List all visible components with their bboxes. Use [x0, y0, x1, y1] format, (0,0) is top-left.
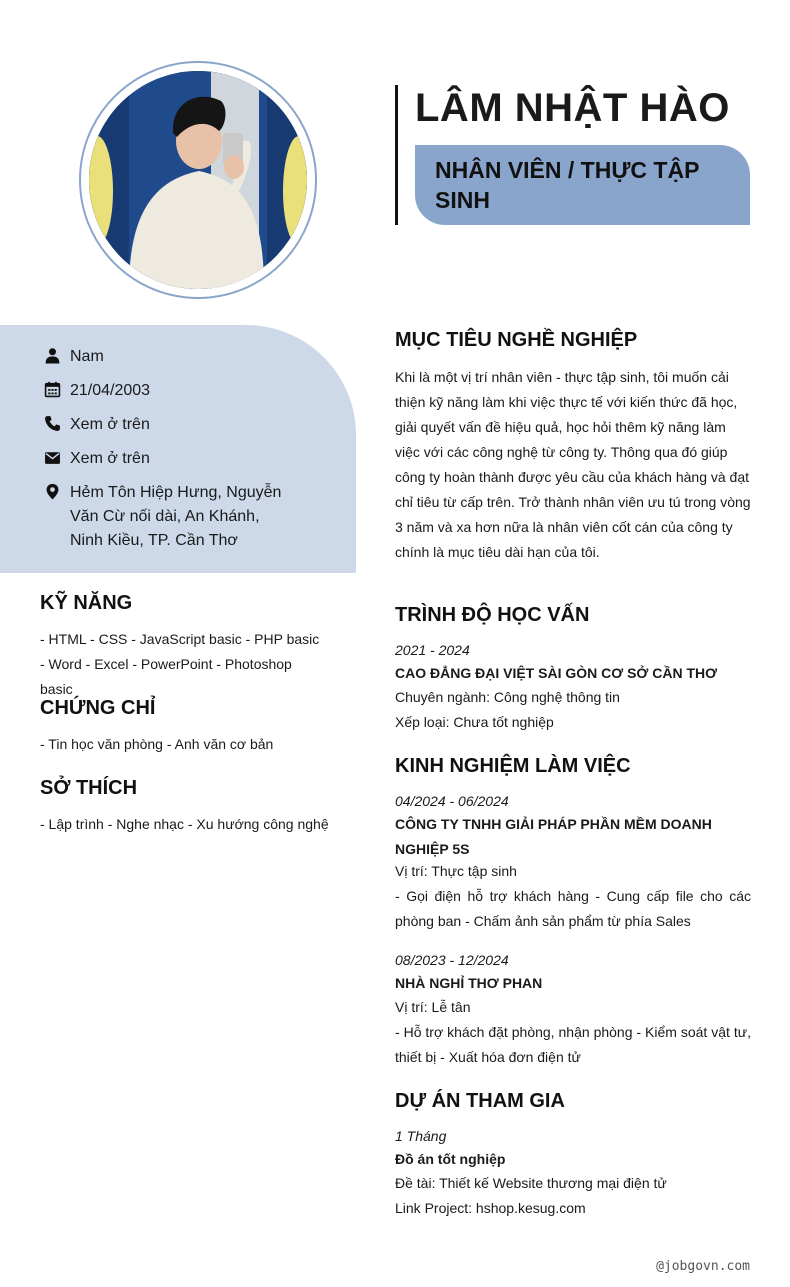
person-icon [44, 347, 61, 364]
job-1-period: 04/2024 - 06/2024 [395, 793, 509, 809]
candidate-name: LÂM NHẬT HÀO [415, 86, 730, 130]
certificates-text: - Tin học văn phòng - Anh văn cơ bản [40, 736, 274, 752]
job-2-role: Vị trí: Lễ tân [395, 999, 471, 1015]
calendar-icon [44, 381, 61, 398]
address-text: Hẻm Tôn Hiệp Hưng, Nguyễn Văn Cừ nối dài, An Khánh, Ninh Kiều, TP. Cần Thơ [70, 484, 282, 549]
avatar [89, 71, 307, 289]
education-major: Chuyên ngành: Công nghệ thông tin [395, 689, 620, 705]
experience-heading: KINH NGHIỆM LÀM VIỆC [395, 755, 631, 777]
job-1-role: Vị trí: Thực tập sinh [395, 863, 517, 879]
mail-icon [44, 449, 61, 466]
hobbies-heading: SỞ THÍCH [40, 777, 138, 799]
job-2-period: 08/2023 - 12/2024 [395, 952, 509, 968]
contact-birthday [44, 379, 150, 403]
education-heading: TRÌNH ĐỘ HỌC VẤN [395, 604, 590, 626]
phone-text: Xem ở trên [70, 416, 150, 433]
contact-phone [44, 413, 150, 437]
job-2-company: NHÀ NGHỈ THƠ PHAN [395, 975, 543, 991]
projects-heading: DỰ ÁN THAM GIA [395, 1090, 565, 1112]
project-link[interactable]: Link Project: hshop.kesug.com [395, 1200, 586, 1216]
contact-gender [44, 345, 104, 369]
job-1-description: - Gọi điện hỗ trợ khách hàng - Cung cấp file cho các phòng ban - Chấm ảnh sản phẩm từ phía Sales [395, 888, 751, 929]
email-text: Xem ở trên [70, 450, 150, 467]
watermark: @jobgovn.com [656, 1259, 750, 1274]
skills-text: - HTML - CSS - JavaScript basic - PHP basic - Word - Excel - PowerPoint - Photoshop basic [40, 631, 320, 697]
contact-email [44, 447, 150, 471]
gender-text: Nam [70, 348, 104, 365]
birthday-text: 21/04/2003 [70, 382, 151, 399]
phone-icon [44, 415, 61, 432]
job-1-company: CÔNG TY TNHH GIẢI PHÁP PHẦN MỀM DOANH NGHIỆP 5S [395, 816, 712, 857]
skills-heading: KỸ NĂNG [40, 592, 133, 614]
education-school: CAO ĐẲNG ĐẠI VIỆT SÀI GÒN CƠ SỞ CẦN THƠ [395, 665, 718, 681]
objective-heading: MỤC TIÊU NGHỀ NGHIỆP [395, 329, 638, 351]
position-badge: NHÂN VIÊN / THỰC TẬP SINH [415, 145, 750, 225]
header-divider [395, 85, 398, 225]
hobbies-text: - Lập trình - Nghe nhạc - Xu hướng công nghệ [40, 816, 329, 832]
contact-address [44, 481, 294, 553]
education-period: 2021 - 2024 [395, 642, 470, 658]
job-2-description: - Hỗ trợ khách đặt phòng, nhận phòng - Kiểm soát vật tư, thiết bị - Xuất hóa đơn điện tử [395, 1024, 751, 1065]
project-name: Đồ án tốt nghiệp [395, 1151, 506, 1167]
certificates-heading: CHỨNG CHỈ [40, 697, 156, 719]
education-grade: Xếp loại: Chưa tốt nghiệp [395, 714, 554, 730]
project-topic: Đề tài: Thiết kế Website thương mại điện tử [395, 1175, 667, 1191]
location-pin-icon [44, 483, 61, 500]
objective-text: Khi là một vị trí nhân viên - thực tập sinh, tôi muốn cải thiện kỹ năng làm khi việc thực tế với kiến thức đã học, giải quyết vấn đề hiệu quả, học hỏi thêm kỹ năng làm việc với các công nghệ từ công ty. Thông qua đó giúp công ty hoàn thành được yêu cầu của khách hàng và đạt chỉ tiêu từ cấp trên. Trở thành nhân viên ưu tú trong vòng 3 năm và xa hơn nữa là nhân viên cốt cán của công ty chính là mục tiêu dài hạn của tôi. [395, 369, 751, 560]
profile-photo [89, 71, 307, 289]
project-duration: 1 Tháng [395, 1128, 447, 1144]
